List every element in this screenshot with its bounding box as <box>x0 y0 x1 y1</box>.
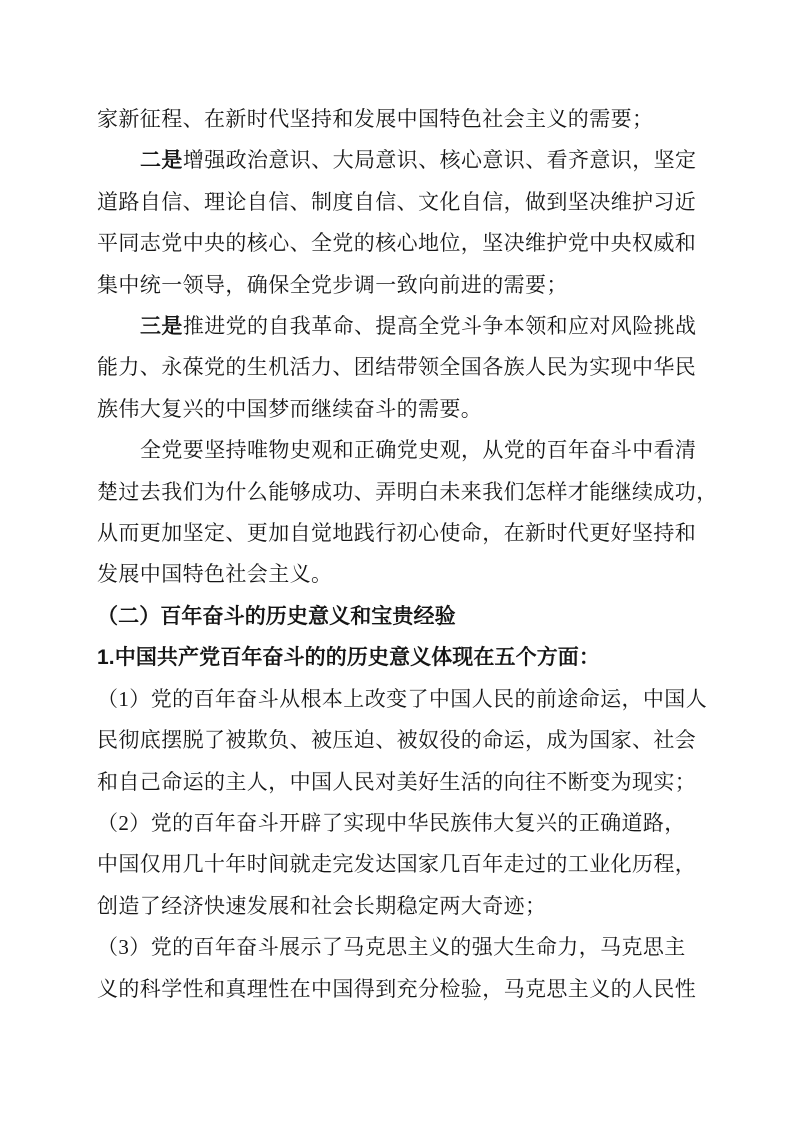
text-line: （3）党的百年奋斗展示了马克思主义的强大生命力，马克思主 <box>97 935 686 960</box>
text-line: （1）党的百年奋斗从根本上改变了中国人民的前途命运，中国人 <box>97 686 708 711</box>
text-line: 集中统一领导，确保全党步调一致向前进的需要； <box>97 272 568 297</box>
text-line: 从而更加坚定、更加自觉地践行初心使命，在新时代更好坚持和 <box>97 521 697 546</box>
text-line: （2）党的百年奋斗开辟了实现中华民族伟大复兴的正确道路， <box>97 810 686 835</box>
bold-run: 二是 <box>140 149 183 173</box>
heading-line: （二）百年奋斗的历史意义和宝贵经验 <box>97 604 456 628</box>
text-line: 三是推进党的自我革命、提高全党斗争本领和应对风险挑战 <box>140 314 697 339</box>
document-body <box>97 99 718 1010</box>
text-line: 二是增强政治意识、大局意识、核心意识、看齐意识，坚定 <box>140 148 697 173</box>
heading-line: 1.中国共产党百年奋斗的的历史意义体现在五个方面： <box>97 646 601 670</box>
text-line: 义的科学性和真理性在中国得到充分检验，马克思主义的人民性 <box>97 976 697 1001</box>
text-line: 中国仅用几十年时间就走完发达国家几百年走过的工业化历程， <box>97 852 697 877</box>
text-line: 和自己命运的主人，中国人民对美好生活的向往不断变为现实； <box>97 769 697 794</box>
bold-run: 三是 <box>140 315 183 339</box>
text-line: 能力、永葆党的生机活力、团结带领全国各族人民为实现中华民 <box>97 355 697 380</box>
text-line: 楚过去我们为什么能够成功、弄明白未来我们怎样才能继续成功， <box>97 479 718 504</box>
text-line: 全党要坚持唯物史观和正确党史观，从党的百年奋斗中看清 <box>140 438 697 463</box>
text-line: 创造了经济快速发展和社会长期稳定两大奇迹； <box>97 893 547 918</box>
text-line: 民彻底摆脱了被欺负、被压迫、被奴役的命运，成为国家、社会 <box>97 728 697 753</box>
text-line: 道路自信、理论自信、制度自信、文化自信，做到坚决维护习近 <box>97 189 697 214</box>
text-line: 发展中国特色社会主义。 <box>97 562 333 587</box>
text-line: 族伟大复兴的中国梦而继续奋斗的需要。 <box>97 396 483 421</box>
text-line: 家新征程、在新时代坚持和发展中国特色社会主义的需要； <box>97 107 654 131</box>
text-line: 平同志党中央的核心、全党的核心地位，坚决维护党中央权威和 <box>97 231 697 256</box>
